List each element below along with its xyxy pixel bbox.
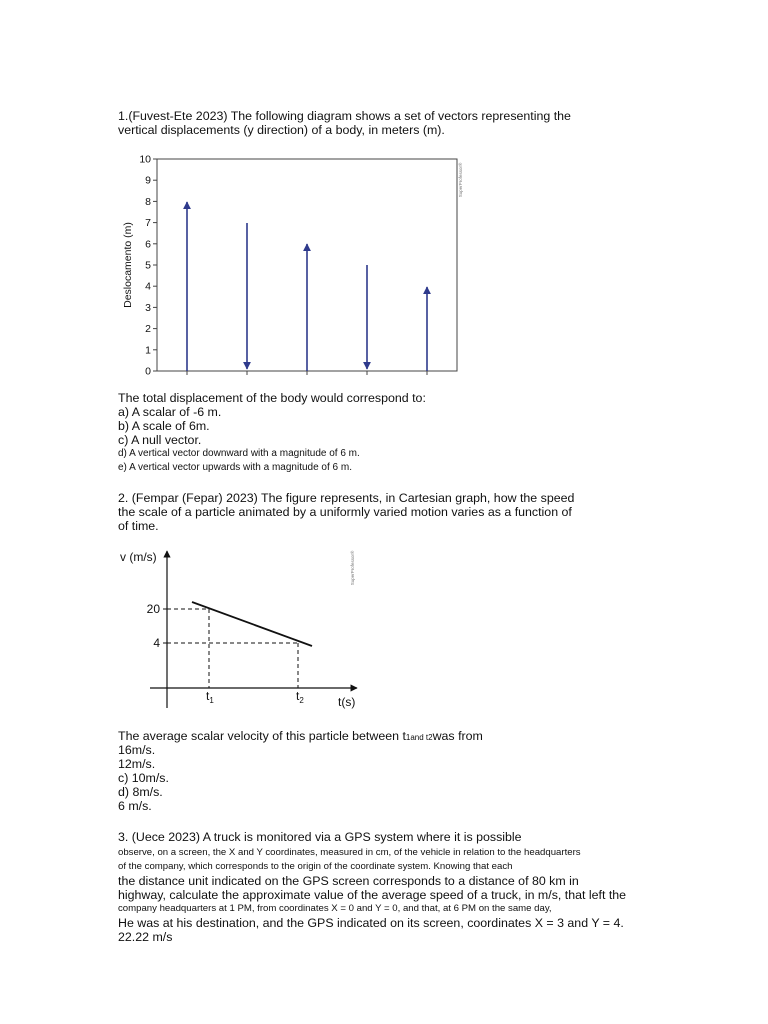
q2-statement-line-2: the scale of a particle animated by a uniformly varied motion varies as a function of <box>118 505 572 519</box>
q2-y-axis-label: v (m/s) <box>120 550 157 564</box>
q1-y-tick-label: 2 <box>145 323 151 336</box>
q1-vector-chart <box>115 150 475 382</box>
q3-statement-line-1: 3. (Uece 2023) A truck is monitored via a GPS system where it is possible <box>118 830 522 844</box>
q2-velocity-line <box>192 602 312 646</box>
q1-statement-line-2: vertical displacements (y direction) of a body, in meters (m). <box>118 123 445 137</box>
q1-y-tick-label: 3 <box>145 301 151 314</box>
q1-y-tick-label: 10 <box>139 153 151 166</box>
q1-watermark: SuperProfessor® <box>458 162 463 198</box>
q1-statement-line-1: 1.(Fuvest-Ete 2023) The following diagram shows a set of vectors representing the <box>118 109 571 123</box>
q1-option-c: c) A null vector. <box>118 433 202 447</box>
q2-option-a: 16m/s. <box>118 743 156 757</box>
q3-statement-line-2: observe, on a screen, the X and Y coordinates, measured in cm, of the vehicle in relation to the headquarters <box>118 847 581 858</box>
q2-t2-label: $t_2$ <box>296 689 304 705</box>
q1-y-tick-label: 1 <box>145 344 151 357</box>
q3-statement-line-4: the distance unit indicated on the GPS screen corresponds to a distance of 80 km in <box>118 874 579 888</box>
q1-y-tick-label: 5 <box>145 259 151 272</box>
q3-statement-line-5: highway, calculate the approximate value of the average speed of a truck, in m/s, that left the <box>118 888 627 902</box>
q2-option-b: 12m/s. <box>118 757 156 771</box>
q3-answer: 22.22 m/s <box>118 930 173 944</box>
q2-velocity-graph <box>110 543 380 715</box>
q1-prompt: The total displacement of the body would correspond to: <box>118 391 426 405</box>
q1-y-axis-label: Deslocamento (m) <box>122 222 134 308</box>
q2-tick-4: 4 <box>153 636 160 650</box>
q1-y-tick-label: 0 <box>145 365 151 378</box>
q1-y-tick-label: 4 <box>145 280 151 293</box>
q1-option-b: b) A scale of 6m. <box>118 419 210 433</box>
q1-y-tick-label: 9 <box>145 174 151 187</box>
q1-y-axis <box>139 154 157 378</box>
q2-tick-20: 20 <box>146 602 160 616</box>
q2-statement-line-3: of time. <box>118 519 159 533</box>
q2-option-d: d) 8m/s. <box>118 785 163 799</box>
q3-statement-line-3: of the company, which corresponds to the origin of the coordinate system. Knowing that each <box>118 861 513 872</box>
q2-option-c: c) 10m/s. <box>118 771 169 785</box>
q2-watermark: SuperProfessor® <box>350 550 355 586</box>
q1-y-tick-label: 7 <box>145 217 151 230</box>
q1-y-tick-label: 6 <box>145 238 151 251</box>
q1-option-e: e) A vertical vector upwards with a magnitude of 6 m. <box>118 462 352 473</box>
q3-statement-line-6: company headquarters at 1 PM, from coordinates X = 0 and Y = 0, and that, at 6 PM on the same day, <box>118 903 552 914</box>
q2-t1-label: $t_1$ <box>206 689 214 705</box>
q2-x-axis-label: t(s) <box>338 695 356 709</box>
q1-y-tick-label: 8 <box>145 195 151 208</box>
q3-statement-line-7: He was at his destination, and the GPS indicated on its screen, coordinates X = 3 and Y = 4. <box>118 916 624 930</box>
q2-prompt: The average scalar velocity of this particle between t1and t2was from <box>118 729 483 743</box>
q2-statement-line-1: 2. (Fempar (Fepar) 2023) The figure represents, in Cartesian graph, how the speed <box>118 491 575 505</box>
q2-option-e: 6 m/s. <box>118 799 152 813</box>
q1-option-a: a) A scalar of -6 m. <box>118 405 222 419</box>
q1-option-d: d) A vertical vector downward with a magnitude of 6 m. <box>118 448 360 459</box>
